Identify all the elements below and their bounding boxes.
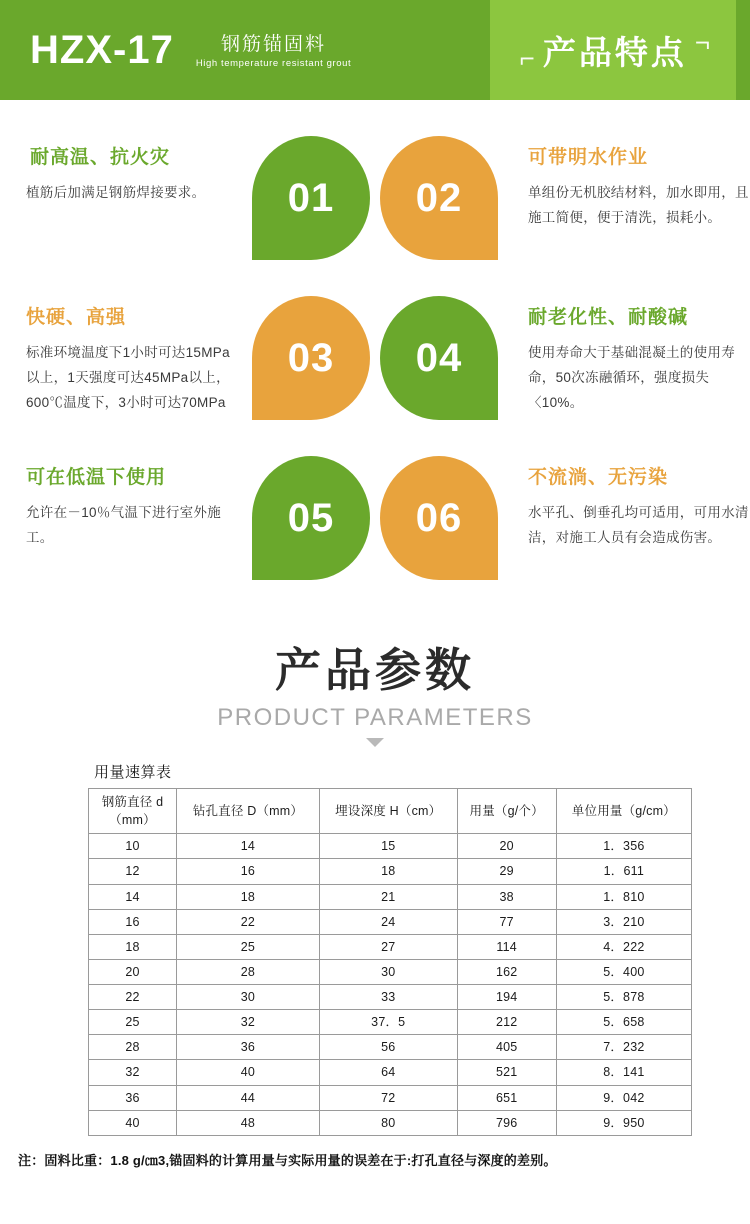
cell-usage: 212 — [457, 1010, 556, 1035]
usage-table-wrapper — [0, 747, 750, 1136]
cell-unit-usage: 5．400 — [556, 959, 691, 984]
cell-H: 80 — [319, 1110, 457, 1135]
cell-H: 64 — [319, 1060, 457, 1085]
feature-text-01 — [0, 136, 232, 206]
cell-d: 28 — [89, 1035, 177, 1060]
feature-text-05 — [0, 456, 232, 551]
table-header-cell-1: 钻孔直径 D（mm） — [177, 789, 320, 834]
table-row — [89, 934, 692, 959]
cell-H: 24 — [319, 909, 457, 934]
cell-unit-usage: 5．658 — [556, 1010, 691, 1035]
cell-d: 14 — [89, 884, 177, 909]
feature-title-03: 快硬、高强 — [26, 307, 127, 328]
feature-title-04: 耐老化性、耐酸碱 — [528, 307, 689, 328]
cell-usage: 162 — [457, 959, 556, 984]
feature-number-03: 03 — [252, 296, 370, 420]
cell-D: 36 — [177, 1035, 320, 1060]
cell-usage: 77 — [457, 909, 556, 934]
cell-usage: 38 — [457, 884, 556, 909]
feature-badges-row-1 — [232, 136, 518, 260]
section-title-inner — [520, 27, 710, 74]
cell-usage: 405 — [457, 1035, 556, 1060]
cell-D: 18 — [177, 884, 320, 909]
table-caption: 用量速算表 — [94, 764, 172, 781]
cell-H: 21 — [319, 884, 457, 909]
feature-number-05: 05 — [252, 456, 370, 580]
feature-number-02: 02 — [380, 136, 498, 260]
cell-D: 28 — [177, 959, 320, 984]
table-header-cell-2: 埋设深度 H（cm） — [319, 789, 457, 834]
cell-D: 14 — [177, 834, 320, 859]
cell-usage: 796 — [457, 1110, 556, 1135]
feature-title-05: 可在低温下使用 — [26, 467, 167, 488]
cell-unit-usage: 1．356 — [556, 834, 691, 859]
feature-text-04 — [518, 296, 750, 416]
parameters-title-cn: 产品参数 — [275, 644, 475, 696]
cell-H: 56 — [319, 1035, 457, 1060]
table-row — [89, 1035, 692, 1060]
feature-desc-02: 单组份无机胶结材料，加水即用，且施工简便，便于清洗，损耗小。 — [528, 185, 749, 225]
cell-unit-usage: 9．042 — [556, 1085, 691, 1110]
cell-D: 22 — [177, 909, 320, 934]
feature-number-06: 06 — [380, 456, 498, 580]
table-row — [89, 1010, 692, 1035]
product-name-en: High temperature resistant grout — [195, 58, 352, 70]
cell-H: 27 — [319, 934, 457, 959]
cell-unit-usage: 5．878 — [556, 985, 691, 1010]
feature-title-01: 耐高温、抗火灾 — [30, 147, 171, 168]
cell-D: 30 — [177, 985, 320, 1010]
cell-H: 33 — [319, 985, 457, 1010]
cell-D: 32 — [177, 1010, 320, 1035]
table-header-cell-3: 用量（g/个） — [457, 789, 556, 834]
cell-usage: 29 — [457, 859, 556, 884]
feature-badges-row-2 — [232, 296, 518, 420]
product-name — [196, 30, 351, 71]
cell-d: 16 — [89, 909, 177, 934]
table-footnote: 注：固料比重：1.8 g/㎝3,锚固料的计算用量与实际用量的误差在于:打孔直径与深度的差别。 — [18, 1152, 557, 1168]
cell-d: 40 — [89, 1110, 177, 1135]
cell-H: 30 — [319, 959, 457, 984]
cell-unit-usage: 8．141 — [556, 1060, 691, 1085]
bracket-left-icon: ⌐ — [519, 42, 535, 73]
cell-d: 10 — [89, 834, 177, 859]
usage-table — [88, 788, 692, 1136]
table-row — [89, 884, 692, 909]
cell-D: 48 — [177, 1110, 320, 1135]
feature-row-3 — [0, 456, 750, 616]
feature-desc-05: 允许在－10％气温下进行室外施工。 — [26, 505, 222, 545]
parameters-section — [0, 630, 750, 747]
table-row — [89, 1060, 692, 1085]
table-header-row — [89, 789, 692, 834]
cell-usage: 114 — [457, 934, 556, 959]
cell-unit-usage: 1．810 — [556, 884, 691, 909]
feature-text-02 — [518, 136, 750, 231]
feature-number-01: 01 — [252, 136, 370, 260]
cell-D: 16 — [177, 859, 320, 884]
features-section — [0, 100, 750, 630]
cell-H: 18 — [319, 859, 457, 884]
table-row — [89, 834, 692, 859]
table-row — [89, 859, 692, 884]
cell-unit-usage: 7．232 — [556, 1035, 691, 1060]
table-row — [89, 959, 692, 984]
feature-text-06 — [518, 456, 750, 551]
feature-desc-06: 水平孔、倒垂孔均可适用，可用水清洁，对施工人员有会造成伤害。 — [528, 505, 749, 545]
table-header-cell-4: 单位用量（g/cm） — [556, 789, 691, 834]
cell-H: 37．5 — [319, 1010, 457, 1035]
cell-unit-usage: 4．222 — [556, 934, 691, 959]
cell-d: 20 — [89, 959, 177, 984]
feature-row-2 — [0, 296, 750, 456]
section-title-text: 产品特点 — [542, 33, 687, 71]
feature-badges-row-3 — [232, 456, 518, 580]
cell-H: 15 — [319, 834, 457, 859]
cell-unit-usage: 9．950 — [556, 1110, 691, 1135]
cell-d: 32 — [89, 1060, 177, 1085]
cell-unit-usage: 3．210 — [556, 909, 691, 934]
table-row — [89, 1110, 692, 1135]
triangle-down-icon — [366, 738, 384, 747]
cell-usage: 651 — [457, 1085, 556, 1110]
cell-d: 12 — [89, 859, 177, 884]
parameters-title-en: PRODUCT PARAMETERS — [217, 704, 533, 731]
table-header-cell-0: 钢筋直径 d（mm） — [89, 789, 177, 834]
product-name-cn: 钢筋锚固料 — [221, 33, 327, 55]
cell-d: 22 — [89, 985, 177, 1010]
feature-desc-03: 标准环境温度下1小时可达15MPa以上，1天强度可达45MPa以上，600℃温度下，3小时可达70MPa — [26, 345, 230, 410]
cell-D: 44 — [177, 1085, 320, 1110]
table-head — [89, 789, 692, 834]
feature-desc-04: 使用寿命大于基础混凝土的使用寿命，50次冻融循环，强度损失〈10%。 — [528, 345, 735, 410]
cell-d: 36 — [89, 1085, 177, 1110]
cell-D: 25 — [177, 934, 320, 959]
feature-text-03 — [0, 296, 232, 416]
table-body — [89, 834, 692, 1136]
cell-unit-usage: 1．611 — [556, 859, 691, 884]
cell-H: 72 — [319, 1085, 457, 1110]
cell-d: 25 — [89, 1010, 177, 1035]
cell-D: 40 — [177, 1060, 320, 1085]
cell-d: 18 — [89, 934, 177, 959]
feature-title-06: 不流淌、无污染 — [528, 467, 669, 488]
page-header — [0, 0, 750, 100]
cell-usage: 194 — [457, 985, 556, 1010]
feature-title-02: 可带明水作业 — [528, 147, 649, 168]
table-row — [89, 1085, 692, 1110]
section-title-badge — [490, 0, 736, 100]
feature-row-1 — [0, 136, 750, 296]
feature-desc-01: 植筋后加满足钢筋焊接要求。 — [26, 185, 206, 200]
bracket-right-icon: ¬ — [694, 26, 710, 57]
cell-usage: 521 — [457, 1060, 556, 1085]
brand-model: HZX-17 — [30, 28, 174, 72]
cell-usage: 20 — [457, 834, 556, 859]
table-row — [89, 909, 692, 934]
feature-number-04: 04 — [380, 296, 498, 420]
table-row — [89, 985, 692, 1010]
